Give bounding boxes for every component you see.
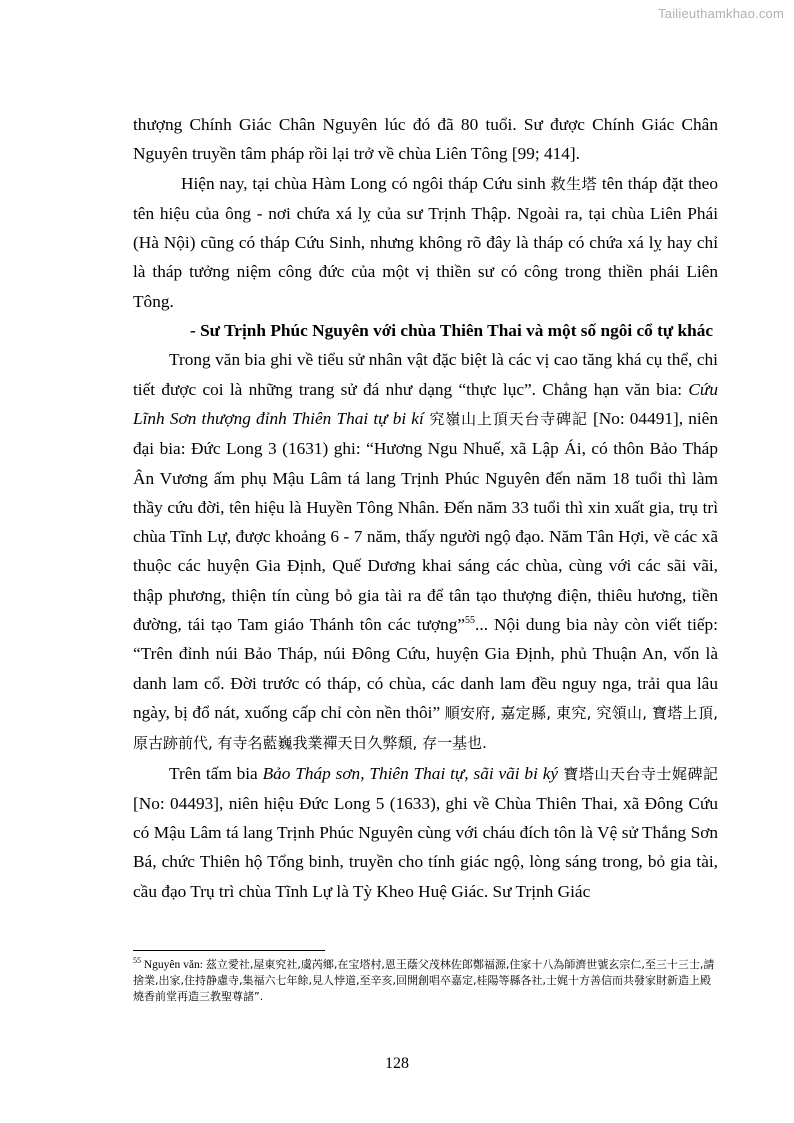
footnote-55 bbox=[133, 957, 718, 1005]
paragraph-4 bbox=[133, 759, 718, 906]
footnote-label: Nguyên văn: bbox=[141, 959, 206, 971]
paragraph-3-italic-title: Cứu Lĩnh Sơn thượng đỉnh Thiên Thai tự bi kí bbox=[133, 379, 718, 428]
page-body bbox=[133, 110, 718, 906]
paragraph-3-text-a: Trong văn bia ghi về tiểu sử nhân vật đặc biệt là các vị cao tăng khá cụ thể, chi tiết được coi là những trang sử đá như dạng “thực lục”. Chẳng hạn văn bia: bbox=[133, 350, 718, 399]
paragraph-3-cjk-title: 究嶺山上頂天台寺碑記 bbox=[423, 409, 588, 428]
footnote-number: 55 bbox=[133, 956, 141, 966]
paragraph-4-italic-title: Bảo Tháp sơn, Thiên Thai tự, sãi vãi bi ký bbox=[262, 763, 559, 783]
paragraph-3-text-b: [No: 04491], niên đại bia: Đức Long 3 (1631) ghi: “Hương Ngu Nhuế, xã Lập Ái, có thôn Bảo Tháp Ân Vương ấm phụ Mậu Lâm tá lang Trịnh Phúc Nguyên đến năm 18 tuổi thì làm thầy cứu đời, tên hiệu là Huyền Tông Nhân. Đến năm 33 tuổi thì xin xuất gia, trụ trì chùa Tĩnh Lự, được khoảng 6 - 7 năm, thấy người ngộ đạo. Năm Tân Hợi, về các xã thuộc các huyện Gia Định, Quế Dương khai sáng các chùa, cùng với các sãi vãi, thập phương, thiện tín cùng bỏ gia tài ra để tân tạo thượng điện, thiêu hương, tiền đường, tái tạo Tam giáo Thánh tôn các tượng” bbox=[133, 408, 718, 635]
footnote-reference[interactable]: 55 bbox=[465, 615, 476, 627]
section-heading: - Sư Trịnh Phúc Nguyên với chùa Thiên Thai và một số ngôi cổ tự khác bbox=[190, 321, 714, 341]
paragraph-2 bbox=[133, 169, 718, 316]
paragraph-4-text-a: Trên tấm bia bbox=[169, 763, 263, 783]
page-number: 128 bbox=[385, 1055, 409, 1072]
watermark: Tailieuthamkhao.com bbox=[658, 6, 784, 21]
paragraph-2-cjk: 救生塔 bbox=[550, 174, 598, 193]
paragraph-3 bbox=[133, 345, 718, 758]
footnote-divider bbox=[133, 950, 325, 951]
paragraph-2-text-b: tên tháp đặt theo tên hiệu của ông - nơi chứa xá lỵ của sư Trịnh Thập. Ngoài ra, tại chùa Liên Phái (Hà Nội) cũng có tháp Cứu Sinh, nhưng không rõ đây là tháp có chứa xá lỵ hay chỉ là tháp tưởng niệm công đức của một vị thiền sư có công trong thiền phái Liên Tông. bbox=[133, 173, 718, 311]
paragraph-4-cjk-title: 寶塔山天台寺士娓碑記 bbox=[558, 764, 718, 783]
paragraph-4-text-b: [No: 04493], niên hiệu Đức Long 5 (1633), ghi về Chùa Thiên Thai, xã Đông Cứu có Mậu Lâm tá lang Trịnh Phúc Nguyên cùng với cháu đích tôn là Vệ sử Thắng Sơn Bá, chức Thiên hộ Tổng binh, truyền cho tính giác ngộ, lòng sáng trong, bỏ gia tài, cầu đạo Trụ trì chùa Tĩnh Lự là Tỳ Kheo Huệ Giác. Sư Trịnh Giác bbox=[133, 793, 718, 901]
paragraph-3-cjk-quote: 順安府, 嘉定縣, 東究, 究領山, 寶塔上頂, 原古跡前代, 有寺名藍巍我業禪天日久弊頹, 存一基也. bbox=[133, 703, 719, 753]
paragraph-3-text-c: ... Nội dung bia này còn viết tiếp: “Trên đỉnh núi Bảo Tháp, núi Đông Cứu, huyện Gia Định, phủ Thuận An, vốn là danh lam cổ. Đời trước có tháp, có chùa, các danh lam đều nguy nga, trải qua lâu ngày, bị đổ nát, xuống cấp chỉ còn nền thôi” bbox=[133, 615, 718, 722]
paragraph-1: thượng Chính Giác Chân Nguyên lúc đó đã 80 tuổi. Sư được Chính Giác Chân Nguyên truyền tâm pháp rồi lại trở về chùa Liên Tông [99; 414]. bbox=[133, 115, 718, 164]
paragraph-2-text-a: Hiện nay, tại chùa Hàm Long có ngôi tháp Cứu sinh bbox=[181, 173, 551, 193]
footnote-text: 茲立愛社,屋東究社,虞芮鄉,在宝塔村,恩王蔭父茂林佐郎鄭福源,住家十八為師濟世號玄宗仁,至三十三士,請捨業,出家,住持静慮寺,集福六七年餘,見人悖道,至辛亥,回開創唱卒嘉定,桂陽等縣各社,士娓十方善信而共發家財新造上殿燒香前堂再造三教聖尊諸”. bbox=[133, 958, 715, 1003]
